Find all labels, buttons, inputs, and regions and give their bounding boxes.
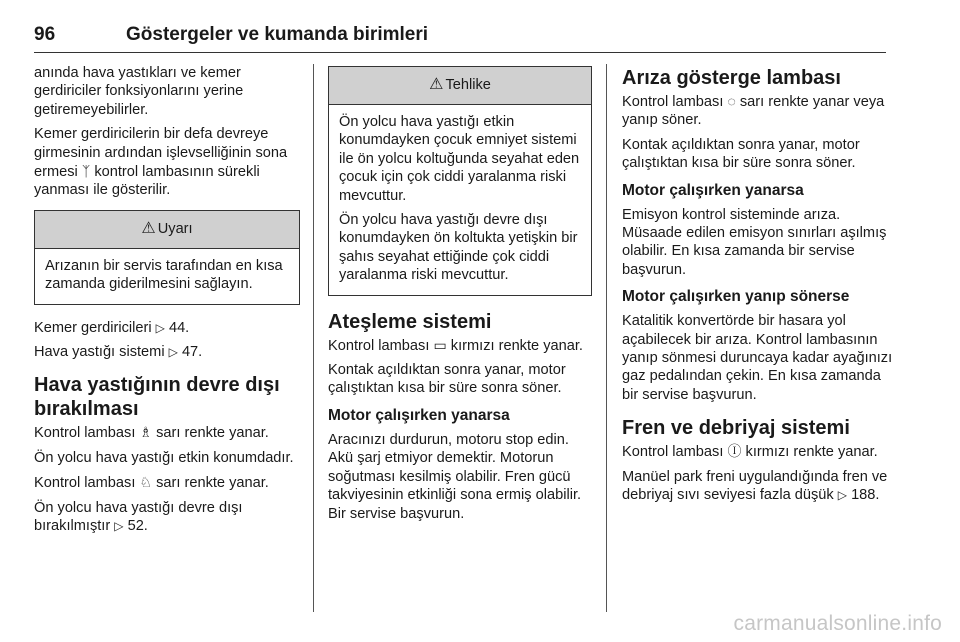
subsection-heading: Motor çalışırken yanıp sönerse <box>622 288 850 306</box>
page-number: 96 <box>34 24 56 45</box>
paragraph: Aracınızı durdurun, motoru stop edin. Akü şarj etmiyor demektir. Motorun soğutması kesilmiş olabilir. Fren gücü takviyesinin etkinliği sona ermiş olabilir. Bir servise başvurun. <box>328 431 582 522</box>
cross-reference: Kemer gerdiricileri ▷ 44. <box>34 319 190 336</box>
paragraph: Kontrol lambası ♘ sarı renkte yanar. <box>34 474 269 492</box>
page-reference-icon: ▷ <box>155 320 165 335</box>
battery-icon: ▭ <box>433 336 447 353</box>
engine-malfunction-icon: ◌ <box>727 93 736 109</box>
section-heading: Ateşleme sistemi <box>328 310 492 333</box>
paragraph: Kontrol lambası ◌ sarı renkte yanar veya yanıp söner. <box>622 93 885 129</box>
watermark: carmanualsonline.info <box>733 612 942 635</box>
paragraph: Kontrol lambası ▭ kırmızı renkte yanar. <box>328 336 583 354</box>
page-reference-icon: ▷ <box>837 488 847 503</box>
warning-header: ⚠ Uyarı <box>35 211 299 249</box>
paragraph: anında hava yastıkları ve kemer gerdiriciler fonksiyonlarını yerine getiremeyebilirler. <box>34 65 244 118</box>
paragraph: Kontak açıldıktan sonra yanar, motor çalıştıktan kısa bir süre sonra söner. <box>328 362 566 397</box>
page-reference-icon: ▷ <box>114 519 124 534</box>
subsection-heading: Motor çalışırken yanarsa <box>328 406 510 424</box>
paragraph: Ön yolcu hava yastığı devre dışı bırakılmıştır ▷ 52. <box>34 499 243 535</box>
warning-icon: ⚠ <box>141 220 156 238</box>
page-reference-icon: ▷ <box>168 345 178 360</box>
section-heading: Hava yastığının devre dışı bırakılması <box>34 374 280 421</box>
column-divider <box>606 64 607 612</box>
section-heading: Fren ve debriyaj sistemi <box>622 417 850 440</box>
seatbelt-tensioner-icon: ᛉ <box>81 163 91 180</box>
paragraph: Manüel park freni uygulandığında fren ve debriyaj sıvı seviyesi fazla düşük ▷ 188. <box>622 468 888 504</box>
brake-warning-icon: Ⓘ <box>727 443 742 460</box>
paragraph: Ön yolcu hava yastığı etkin konumdadır. <box>34 449 294 466</box>
warning-text: Arızanın bir servis tarafından en kısa zamanda giderilmesini sağlayın. <box>45 257 283 293</box>
column-1 <box>34 64 300 542</box>
column-3 <box>622 64 894 511</box>
paragraph: Kontrol lambası ♗ sarı renkte yanar. <box>34 424 269 442</box>
danger-text: Ön yolcu hava yastığı devre dışı konumdayken ön koltukta yetişkin bir şahıs seyahat ettiğinde çok ciddi yaralanma riski mevcuttur. <box>339 212 578 284</box>
page-header <box>34 24 886 53</box>
warning-box <box>34 210 300 305</box>
paragraph: Kontak açıldıktan sonra yanar, motor çalıştıktan kısa bir süre sonra söner. <box>622 136 860 172</box>
cross-reference: Hava yastığı sistemi ▷ 47. <box>34 344 203 361</box>
subsection-heading: Motor çalışırken yanarsa <box>622 181 804 199</box>
danger-text: Ön yolcu hava yastığı etkin konumdayken çocuk emniyet sistemi ile ön yolcu koltuğunda seyahat eden çocuk için çok ciddi yaralanma riski mevcuttur. <box>339 114 580 204</box>
page-title: Göstergeler ve kumanda birimleri <box>126 24 429 45</box>
section-heading: Arıza gösterge lambası <box>622 67 841 89</box>
paragraph: Kemer gerdiricilerin bir defa devreye girmesinin ardından işlevselliğinin sona ermesi ᛉ kontrol lambasının sürekli yanması ile gösterilir. <box>34 126 288 199</box>
paragraph: Kontrol lambası Ⓘ kırmızı renkte yanar. <box>622 443 878 461</box>
column-divider <box>313 64 314 612</box>
airbag-on-icon: ♗ <box>139 424 153 441</box>
airbag-off-icon: ♘ <box>139 474 153 491</box>
column-2 <box>328 64 592 529</box>
warning-icon: ⚠ <box>429 76 444 94</box>
danger-box <box>328 66 592 296</box>
paragraph: Emisyon kontrol sisteminde arıza. Müsaade edilen emisyon sınırları aşılmış olabilir. En kısa zamanda bir servise başvurun. <box>622 206 887 278</box>
paragraph: Katalitik konvertörde bir hasara yol açabilecek bir arıza. Kontrol lambasının yanıp sönmesi duruncaya kadar ayağınızı gaz pedalından çekin. En kısa zamanda bir servise başvurun. <box>622 313 893 403</box>
danger-header: ⚠ Tehlike <box>329 67 591 105</box>
